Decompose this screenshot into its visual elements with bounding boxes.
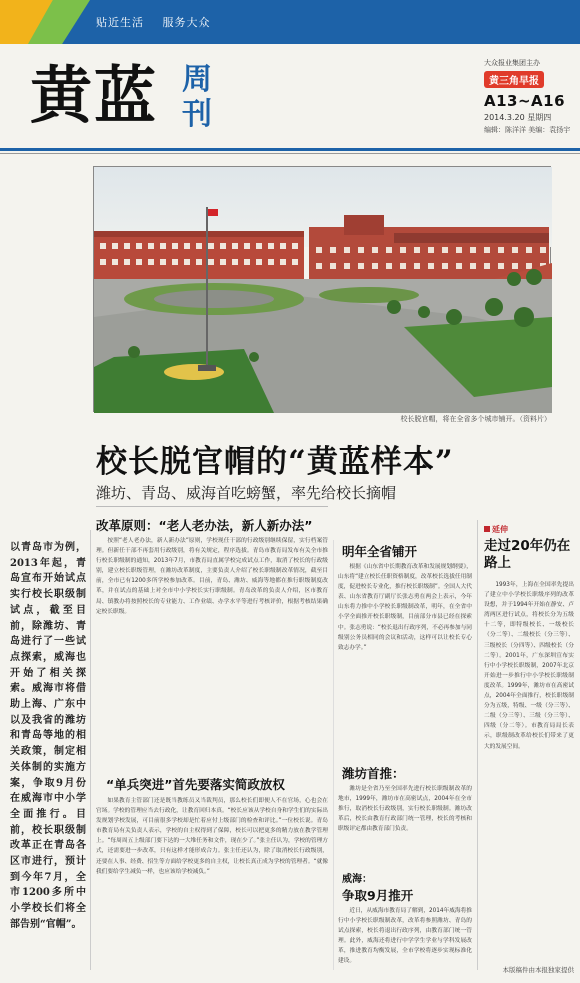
section-text: 如果教育主管部门还是既当教练员又当裁判员，那么校长们即便人不在官场，心也会在官场。学校的管理应当去行政化，让教育回归本真。“校长应该从学校自身和学生们的实际出发规划学校发展，可目前很多学校却是忙着应付上级部门的检查和评比。”一位校长说。青岛市教育局有关负责人表示，学校的自主权得到了保障，校长可以把更多的精力放在教学管理上。“每周周五上级部门要下达的一大堆任务和文件，现在少了。”张主任认为，学校的管理方式，还需要进一步改革，只有这样才能形成合力。张主任还认为，除了取消校长行政级别，还要在人事、经费、招生等方面给学校更多的自主权，让校长真正成为学校的管理者。“就像我们要给学生减负一样，也应该给学校减负。” xyxy=(96,798,328,875)
issue-date: 2014.3.20 星期四 xyxy=(484,113,552,122)
section-text: 潍坊是全省乃至全国率先进行校长职级制改革的地市，1999年，潍坊市在高密试点，2004年在全市推行，取消校长行政级别，实行校长职级制。潍坊改革后，校长由教育行政部门统一管理，校长的考核和职级评定都由教育部门负责。 xyxy=(338,786,472,833)
masthead-rule xyxy=(0,148,580,151)
section-body-weifang xyxy=(338,784,472,866)
photo-caption: 校长脱官帽，将在全省多个城市铺开。（资料片） xyxy=(400,415,551,423)
masthead-thin-rule xyxy=(0,153,580,154)
page-range: A13~A16 xyxy=(484,92,566,110)
top-banner xyxy=(0,0,580,44)
sidebar-text: 1993年，上海在全国率先提出了建立中小学校长职级序列的改革设想，并于1994年开始在静安、卢湾两区进行试点，将校长分为五级十二等，即特级校长、一级校长（分二等）、二级校长（分三等）、三级校长（分四等）、四级校长（分二等）。2001年，广东深圳宣布实行中小学校长职级制，2007年北京开始进一步推行中小学校长职级制度改革。1999年，潍坊市在高密试点，2004年全面推行，校长职级制分为五级，特级、一级（分三等）、二级（分三等）、三级（分三等）、四级（分二等）。市教育局局长表示，职级制改革给校长们带来了更大的发展空间。 xyxy=(484,582,574,750)
subhead-rule xyxy=(96,506,328,507)
page-credit: 本版稿件由本报独家提供 xyxy=(502,966,574,974)
paper-logo: 黄三角早报 xyxy=(484,71,544,88)
masthead-title: 黄蓝 xyxy=(30,59,159,132)
lead-column: 以青岛市为例，2013年起，青岛宣布开始试点实行校长职级制试点，截至目前，除潍坊、青岛进行了一些试点探索，威海也开始了相关探索。威海市将借助上海、广东中以及我省的潍坊和青岛等地的相关政策，制定相关体制的实施方案，争取9月份在威海市中小学全面推行。目前，校长职级制改革正在青岛各区市进行，预计到今年7月，全市1200多所中小学校长们将全部告别“官帽”。 xyxy=(10,542,86,930)
sidebar-box xyxy=(484,524,574,974)
sponsor-line: 大众报业集团主办 xyxy=(484,59,540,67)
section-title-province: 明年全省铺开 xyxy=(342,544,418,559)
banner-slogan xyxy=(96,14,225,30)
section-subtitle-weihai: 争取9月推开 xyxy=(342,888,414,903)
section-title-decentralize: “单兵突进”首先要落实简政放权 xyxy=(106,777,285,792)
section-body-province xyxy=(338,562,472,758)
editor-credit: 编辑：陈洋洋 美编：袁扬宇 xyxy=(484,126,571,134)
section-text: 近日，从威海市教育局了解到，2014年威海将推行中小学校长职级制改革，改革将参照潍坊、青岛的试点探索，校长将退出行政序列，由教育部门统一管理。此外，威海还将进行中学学生学业与学科发展改革，推进教育均衡发展，全市学校将逐步实现标准化建设。 xyxy=(338,908,472,965)
masthead xyxy=(30,56,212,136)
sidebar-title: 走过20年仍在路上 xyxy=(484,538,571,571)
article-headline: 校长脱官帽的“黄蓝样本” xyxy=(96,444,454,480)
sidebar-tag: 延伸 xyxy=(484,524,574,535)
sidebar-divider xyxy=(477,520,478,970)
section-title-principle: 改革原则：“老人老办法，新人新办法” xyxy=(96,518,313,533)
article-subhead: 潍坊、青岛、威海首吃螃蟹，率先给校长摘帽 xyxy=(96,484,397,502)
slogan-part-1: 贴近生活 xyxy=(96,16,144,29)
sidebar-body xyxy=(484,580,574,910)
masthead-subtitle: 周刊 xyxy=(182,62,212,132)
column-divider-2 xyxy=(333,540,334,970)
issue-info xyxy=(484,58,574,135)
section-body-decentralize xyxy=(96,796,328,972)
slogan-part-2: 服务大众 xyxy=(162,16,211,29)
column-divider xyxy=(90,530,91,970)
section-body-principle xyxy=(96,536,328,768)
section-title-weifang: 潍坊首推： xyxy=(342,766,405,781)
campus-photo xyxy=(93,166,551,412)
section-body-weihai xyxy=(338,906,472,972)
section-text: 按照“老人老办法，新人新办法”原则，学校现任干部的行政级别继续保留，实行档案管理。但新任干部不再套用行政级别，将有关规定，程序选拔。青岛市教育局发布有关全市推行校长职级制的通知，2013年7月，市教育局直属学校完成试点工作，取消了校长的行政级别，建立校长职级管理，在潍坊改革制度，主要负责人介绍了校长职级制改革情况，截至目前，全市已有1200多所学校参加改革。目前，青岛、潍坊、威海等地都在推行职级制度改革，并在试点的基础上对全市中小学校长实行职级制。青岛改革的负责人介绍，区市教育局、镇教办将按照校长的专业能力、工作业绩、办学水平等进行考核评价，根据考核结果确定校长职级。 xyxy=(96,538,328,615)
section-text: 根据《山东省中长期教育改革和发展规划纲要》，山东将“建立校长任职资格制度，改革校长选拔任用制度，促进校长专业化，推行校长职级制”。全国人大代表、山东省教育厅副厅长张志勇在两会上表示，今年山东将力推中小学校长职级制改革，明年，在全省中小学全面推开校长职级制，目前部分市县已经在探索中。张志勇说：“校长退出行政序列，不必再参加与同级别公务员相同的会议和活动，这样可以让校长专心致志办学。” xyxy=(338,564,472,651)
section-title-weihai: 威海： xyxy=(342,874,372,885)
